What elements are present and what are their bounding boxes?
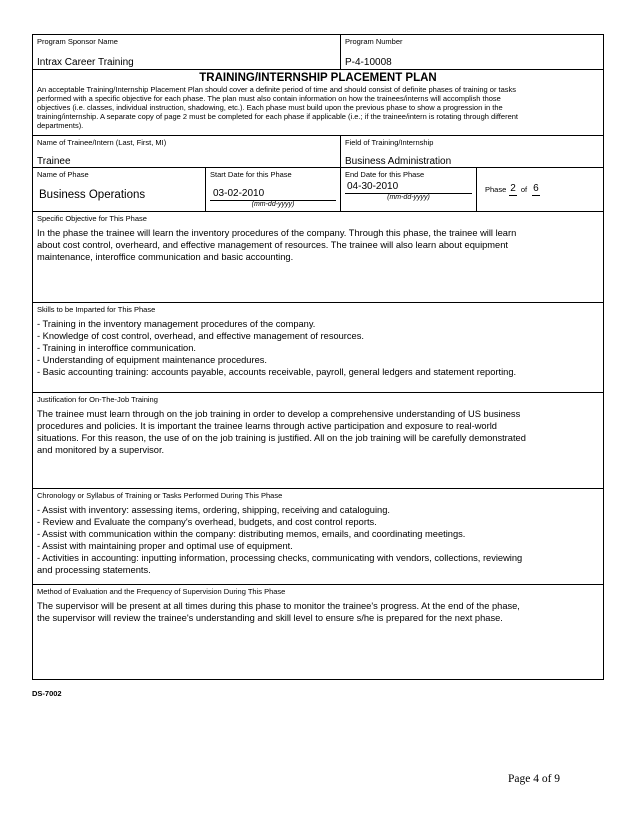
objective-label: Specific Objective for This Phase <box>37 214 147 223</box>
skills-line: - Training in the inventory management procedures of the company. <box>37 319 316 329</box>
objective-line: maintenance, interoffice communication and basic accounting. <box>37 252 294 262</box>
program-number-value: P-4-10008 <box>345 57 392 68</box>
chronology-label: Chronology or Syllabus of Training or Tasks Performed During This Phase <box>37 491 283 500</box>
sponsor-cell <box>33 35 341 69</box>
start-date-hint: (mm-dd-yyyy) <box>251 201 295 208</box>
evaluation-text <box>37 600 599 624</box>
end-date-label: End Date for this Phase <box>345 170 425 179</box>
form-title: TRAINING/INTERNSHIP PLACEMENT PLAN <box>199 72 437 84</box>
phase-total: 6 <box>533 183 539 194</box>
skills-cell <box>33 303 603 392</box>
skills-line: - Understanding of equipment maintenance procedures. <box>37 355 267 365</box>
chronology-line: - Assist with maintaining proper and optimal use of equipment. <box>37 541 293 551</box>
field-cell <box>341 136 603 167</box>
evaluation-line: The supervisor will be present at all times during this phase to monitor the trainee's progress. At the end of the phase, <box>37 601 520 611</box>
program-number-cell <box>341 35 603 69</box>
intro-line: training/internship. A separate copy of page 2 must be completed for each phase if applicable (i.e.; if the trainee/intern is rotating through different <box>37 112 518 121</box>
field-value: Business Administration <box>345 156 452 167</box>
objective-text <box>37 227 599 263</box>
trainee-row <box>33 136 603 168</box>
phase-name-cell <box>33 168 206 211</box>
skills-text <box>37 318 599 378</box>
skills-line: - Knowledge of cost control, overhead, and effective management of resources. <box>37 331 364 341</box>
intro-line: departments). <box>37 121 84 130</box>
intro-text <box>37 85 599 130</box>
sponsor-label: Program Sponsor Name <box>37 37 118 46</box>
chronology-line: - Assist with inventory: assessing items, ordering, shipping, receiving and cataloguing. <box>37 505 390 515</box>
phase-of: of <box>520 185 528 194</box>
justification-label: Justification for On-The-Job Training <box>37 395 158 404</box>
trainee-cell <box>33 136 341 167</box>
objective-line: In the phase the trainee will learn the inventory procedures of the company. Through this phase, the trainee will learn <box>37 228 517 238</box>
justification-line: situations. For this reason, the use of on the job training is justified. All on the job training will be carefully demonstrated <box>37 433 526 443</box>
page-number: Page 4 of 9 <box>508 773 561 785</box>
chronology-line: - Review and Evaluate the company's overhead, budgets, and cost control reports. <box>37 517 377 527</box>
chronology-text <box>37 504 599 576</box>
chronology-line: and processing statements. <box>37 565 151 575</box>
end-date-cell <box>341 168 477 211</box>
chronology-line: - Assist with communication within the company: distributing memos, emails, and coordinating meetings. <box>37 529 466 539</box>
sponsor-row <box>33 35 603 70</box>
end-date-value: 04-30-2010 <box>345 181 472 194</box>
start-date-label: Start Date for this Phase <box>210 170 292 179</box>
start-date-cell <box>206 168 341 211</box>
phase-count-cell <box>477 168 603 211</box>
phase-name-value: Business Operations <box>39 189 146 201</box>
intro-line: objectives (i.e. classes, individual instruction, shadowing, etc.). Each phase must build upon the previous phase to show a progression in the <box>37 103 503 112</box>
chronology-row <box>33 489 603 585</box>
program-number-label: Program Number <box>345 37 403 46</box>
justification-text <box>37 408 599 456</box>
evaluation-line: the supervisor will review the trainee's understanding and skill level to ensure s/he is prepared for the next phase. <box>37 613 503 623</box>
skills-label: Skills to be Imparted for This Phase <box>37 305 156 314</box>
chronology-cell <box>33 489 603 584</box>
placement-plan-form <box>32 34 604 680</box>
start-date-value: 03-02-2010 <box>210 188 336 201</box>
justification-line: procedures and policies. It is important the trainee learns through active participation and exposure to real-world <box>37 421 497 431</box>
trainee-value: Trainee <box>37 156 71 167</box>
objective-line: about cost control, overheard, and effective management of resources. The trainee will also learn about equipment <box>37 240 508 250</box>
phase-current: 2 <box>510 183 516 194</box>
phase-name-label: Name of Phase <box>37 170 89 179</box>
objective-cell <box>33 212 603 302</box>
trainee-label: Name of Trainee/Intern (Last, First, MI) <box>37 138 167 147</box>
intro-line: An acceptable Training/Internship Placement Plan should cover a definite period of time and should consist of definite phases of training or tasks <box>37 85 517 94</box>
intro-line: performed with a specific objective for each phase. The plan must also contain information on how the trainees/interns will accomplish those <box>37 94 501 103</box>
evaluation-label: Method of Evaluation and the Frequency of Supervision During This Phase <box>37 587 286 596</box>
evaluation-row <box>33 585 603 679</box>
chronology-line: - Activities in accounting: inputting information, processing checks, communicating with vendors, collections, reviewing <box>37 553 523 563</box>
title-row <box>33 70 603 136</box>
objective-row <box>33 212 603 303</box>
phase-word: Phase <box>485 185 507 194</box>
evaluation-cell <box>33 585 603 679</box>
skills-row <box>33 303 603 393</box>
skills-line: - Basic accounting training: accounts payable, accounts receivable, payroll, general ledgers and statement reporting. <box>37 367 517 377</box>
justification-line: and monitored by a supervisor. <box>37 445 165 455</box>
phase-row <box>33 168 603 212</box>
sponsor-value: Intrax Career Training <box>37 57 134 68</box>
end-date-hint: (mm-dd-yyyy) <box>387 194 430 201</box>
skills-line: - Training in interoffice communication. <box>37 343 196 353</box>
justification-row <box>33 393 603 489</box>
form-code: DS-7002 <box>32 689 62 698</box>
justification-line: The trainee must learn through on the job training in order to develop a comprehensive understanding of US business <box>37 409 521 419</box>
field-label: Field of Training/Internship <box>345 138 434 147</box>
justification-cell <box>33 393 603 488</box>
